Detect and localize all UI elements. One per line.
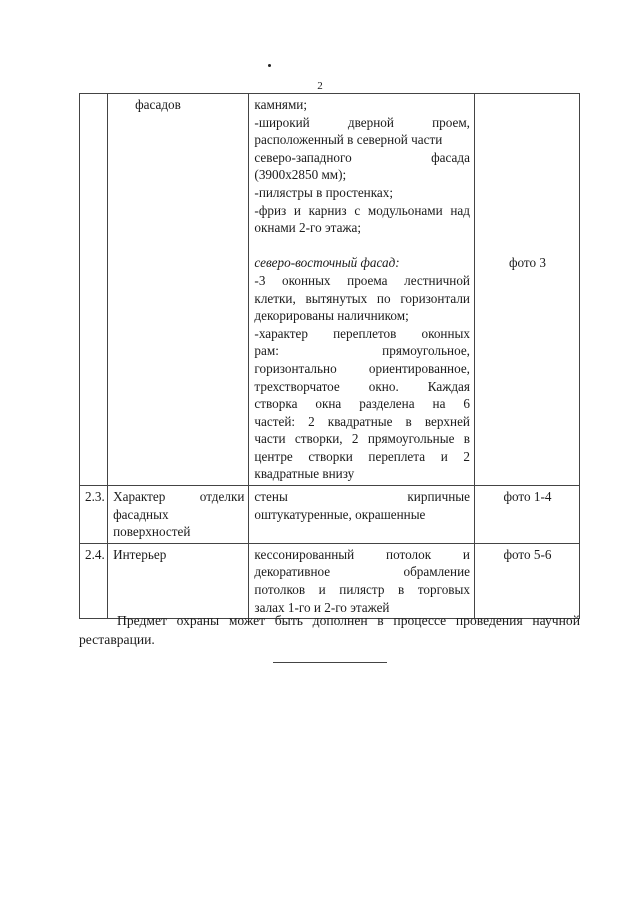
page-number: 2 xyxy=(317,80,323,92)
desc-line: декорированы наличником; xyxy=(254,308,409,324)
desc-line: створка окна разделена на 6 xyxy=(254,396,470,412)
row-number: 2.4. xyxy=(85,546,105,562)
element-name-cell xyxy=(108,94,249,486)
element-name: Интерьер xyxy=(113,546,167,562)
stray-dot-mark xyxy=(268,64,271,67)
table-row xyxy=(80,94,580,486)
desc-line: окнами 2-го этажа; xyxy=(254,220,362,236)
desc-line: потолков и пилястр в торговых xyxy=(254,582,470,598)
element-name-cell xyxy=(108,486,249,544)
desc-line: части створки, 2 прямоугольные в xyxy=(254,431,470,447)
desc-line: -характер переплетов оконных xyxy=(254,325,470,341)
description-cell xyxy=(249,94,475,486)
desc-line: -пилястры в простенках; xyxy=(254,184,394,200)
closing-rule xyxy=(273,662,387,663)
desc-line: камнями; xyxy=(254,97,308,112)
desc-line: частей: 2 квадратные в верхней xyxy=(254,413,470,429)
protection-subject-table xyxy=(79,93,580,619)
desc-line: расположенный в северной части xyxy=(254,132,443,148)
facade-subheading: северо-восточный фасад: xyxy=(254,255,400,271)
desc-line: декоративное обрамление xyxy=(254,564,470,580)
element-name-line: поверхностей xyxy=(113,524,191,540)
desc-line: северо-западного фасада xyxy=(254,149,470,165)
footer-note: Предмет охраны может быть дополнен в процессе проведения научной реставрации. xyxy=(79,612,580,647)
row-number: 2.3. xyxy=(85,489,105,505)
desc-line: стены кирпичные xyxy=(254,489,470,505)
element-name: фасадов xyxy=(135,97,181,112)
desc-line: -широкий дверной проем, xyxy=(254,114,470,130)
desc-line: трехстворчатое окно. Каждая xyxy=(254,378,470,394)
element-name-line: фасадных xyxy=(113,506,169,522)
table-row xyxy=(80,486,580,544)
desc-line: оштукатуренные, окрашенные xyxy=(254,506,426,522)
desc-line: (3900х2850 мм); xyxy=(254,167,347,183)
description-cell xyxy=(249,543,475,618)
row-number-cell xyxy=(80,486,108,544)
desc-line: горизонтально ориентированное, xyxy=(254,360,470,376)
photo-ref: фото 3 xyxy=(508,255,547,271)
photo-ref-cell xyxy=(474,543,579,618)
blank-line xyxy=(254,237,470,255)
row-number-cell xyxy=(80,94,108,486)
desc-line: кессонированный потолок и xyxy=(254,546,470,562)
desc-line: залах 1-го и 2-го этажей xyxy=(254,599,390,615)
photo-ref-cell xyxy=(474,94,579,486)
element-name-line: Характер отделки xyxy=(113,489,245,505)
description-cell xyxy=(249,486,475,544)
desc-line: квадратные внизу xyxy=(254,466,355,482)
desc-line: центре створки переплета и 2 xyxy=(254,448,470,464)
photo-ref: фото 5-6 xyxy=(503,546,552,562)
desc-line: -3 оконных проема лестничной xyxy=(254,272,470,288)
table-row xyxy=(80,543,580,618)
photo-ref-cell xyxy=(474,486,579,544)
row-number-cell xyxy=(80,543,108,618)
desc-line: клетки, вытянутых по горизонтали xyxy=(254,290,470,306)
desc-line: -фриз и карниз с модульонами над xyxy=(254,202,470,218)
desc-line: рам: прямоугольное, xyxy=(254,343,470,359)
element-name-cell xyxy=(108,543,249,618)
photo-ref: фото 1-4 xyxy=(503,489,552,505)
